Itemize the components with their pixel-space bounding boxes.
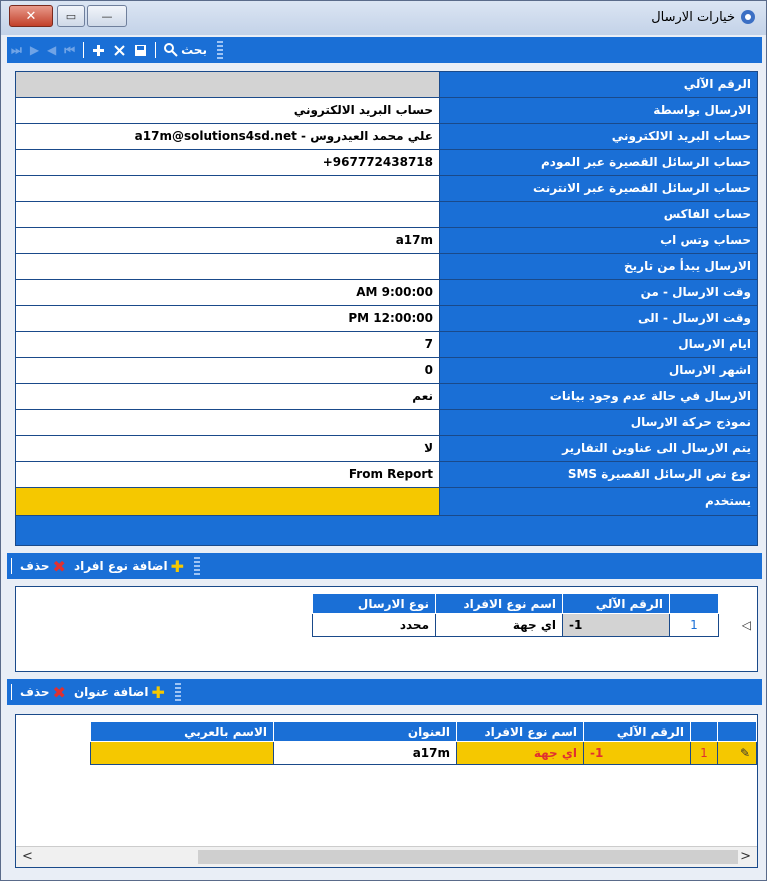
toolbar-separator: [11, 558, 12, 574]
field-label: حساب الرسائل القصيرة عبر الانترنت: [441, 176, 757, 201]
plus-icon: ✚: [151, 682, 165, 702]
form-row: [16, 150, 757, 176]
horizontal-scrollbar[interactable]: [16, 846, 757, 867]
field-value[interactable]: حساب البريد الالكتروني: [16, 98, 440, 123]
edit-row-icon: ✎: [718, 742, 757, 765]
search-label: بحث: [181, 43, 207, 57]
form-row: [16, 488, 757, 516]
form-row: [16, 228, 757, 254]
row-indicator-header: [718, 722, 757, 742]
field-label: يتم الارسال الى عناوين التقارير: [441, 436, 757, 461]
form-row: [16, 306, 757, 332]
field-value[interactable]: [16, 410, 440, 435]
search-icon: [164, 43, 178, 57]
field-value[interactable]: [16, 176, 440, 201]
delete-icon: ✖: [52, 682, 66, 702]
field-value[interactable]: AM 9:00:00: [16, 280, 440, 305]
row-id: -1: [584, 742, 691, 765]
form-row: [16, 124, 757, 150]
field-value[interactable]: لا: [16, 436, 440, 461]
field-label: حساب وتس اب: [441, 228, 757, 253]
field-value[interactable]: [16, 254, 440, 279]
delete-icon: ✖: [52, 556, 66, 576]
field-value[interactable]: From Report: [16, 462, 440, 487]
field-label: الارسال يبدأ من تاريخ: [441, 254, 757, 279]
field-label: نوع نص الرسائل القصيرة SMS: [441, 462, 757, 487]
add-address-label: اضافة عنوان: [73, 685, 149, 699]
table-row[interactable]: [91, 742, 757, 765]
search-button[interactable]: [164, 43, 207, 57]
field-value[interactable]: +967772438718: [16, 150, 440, 175]
scrollbar-thumb[interactable]: [198, 850, 738, 864]
field-value[interactable]: [16, 202, 440, 227]
arabic-name-header[interactable]: الاسم بالعربي: [91, 722, 274, 742]
window-title: [651, 9, 756, 25]
address-table: [90, 721, 757, 765]
cancel-icon: [113, 44, 126, 57]
delete-type-button[interactable]: [20, 557, 66, 576]
field-value[interactable]: 0: [16, 358, 440, 383]
form-row: [16, 202, 757, 228]
index-header: [691, 722, 718, 742]
add-button[interactable]: [92, 44, 105, 57]
row-index: 1: [691, 742, 718, 765]
toolbar-grip[interactable]: [175, 683, 181, 701]
field-value[interactable]: [16, 72, 440, 97]
row-type-name[interactable]: اي جهة: [436, 614, 563, 637]
delete-type-label: حذف: [20, 559, 50, 573]
toolbar-separator: [83, 42, 84, 58]
field-value[interactable]: نعم: [16, 384, 440, 409]
app-icon: [740, 9, 756, 25]
cancel-button[interactable]: [113, 44, 126, 57]
types-grid: [15, 586, 758, 672]
form-row: [16, 436, 757, 462]
delete-address-label: حذف: [20, 685, 50, 699]
form-row: [16, 98, 757, 124]
field-label: حساب الفاكس: [441, 202, 757, 227]
type-name-header[interactable]: اسم نوع الافراد: [457, 722, 584, 742]
prev-icon: ◀: [47, 43, 57, 57]
scroll-right-icon[interactable]: >: [740, 849, 751, 864]
form-row: [16, 358, 757, 384]
maximize-button[interactable]: [57, 5, 85, 27]
address-header-row: [91, 722, 757, 742]
toolbar-separator: [11, 684, 12, 700]
field-value[interactable]: a17m@solutions4sd.net - علي محمد العيدروس: [16, 124, 440, 149]
field-label: الارسال في حالة عدم وجود بيانات: [441, 384, 757, 409]
prev-record-button[interactable]: [47, 43, 56, 57]
last-icon: ⏭: [11, 42, 22, 57]
save-button[interactable]: [134, 44, 147, 57]
field-label: وقت الارسال - الى: [441, 306, 757, 331]
row-arabic-name[interactable]: [91, 742, 274, 765]
id-header[interactable]: الرقم الآلي: [584, 722, 691, 742]
address-header[interactable]: العنوان: [274, 722, 457, 742]
id-header[interactable]: الرقم الآلي: [563, 594, 670, 614]
form-row: [16, 254, 757, 280]
form-row: [16, 384, 757, 410]
types-header-row: [313, 594, 758, 614]
scroll-left-icon[interactable]: <: [22, 849, 33, 864]
close-icon: ✕: [25, 8, 37, 24]
add-type-label: اضافة نوع افراد: [73, 559, 168, 573]
type-name-header[interactable]: اسم نوع الافراد: [436, 594, 563, 614]
toolbar-grip[interactable]: [194, 557, 200, 575]
save-icon: [134, 44, 147, 57]
add-icon: [92, 44, 105, 57]
close-button[interactable]: [9, 5, 53, 27]
row-index: 1: [670, 614, 719, 637]
add-type-button[interactable]: [74, 557, 184, 576]
toolbar-grip[interactable]: [217, 41, 223, 59]
row-id: -1: [563, 614, 670, 637]
field-label: يستخدم: [441, 488, 757, 515]
options-form: [15, 71, 758, 546]
add-address-button[interactable]: [74, 683, 165, 702]
field-label: اشهر الارسال: [441, 358, 757, 383]
form-row: [16, 280, 757, 306]
minimize-button[interactable]: [87, 5, 127, 27]
form-row: [16, 462, 757, 488]
first-record-button[interactable]: [64, 43, 75, 58]
form-row: [16, 72, 757, 98]
minimize-icon: —: [101, 9, 113, 23]
field-value[interactable]: PM 12:00:00: [16, 306, 440, 331]
current-row-icon: ◁: [719, 614, 758, 637]
field-label: الرقم الآلي: [441, 72, 757, 97]
field-label: ايام الارسال: [441, 332, 757, 357]
window-title-text: خيارات الارسال: [651, 9, 735, 25]
field-label: حساب الرسائل القصيرة عبر المودم: [441, 150, 757, 175]
field-label: حساب البريد الالكتروني: [441, 124, 757, 149]
title-bar[interactable]: [1, 1, 766, 35]
form-row: [16, 332, 757, 358]
field-label: الارسال بواسطة: [441, 98, 757, 123]
row-address[interactable]: a17m: [274, 742, 457, 765]
toolbar-separator: [155, 42, 156, 58]
address-toolbar: [7, 679, 762, 705]
field-value[interactable]: [16, 488, 440, 515]
index-header: [670, 594, 719, 614]
next-icon: ▶: [29, 43, 40, 57]
delete-address-button[interactable]: [20, 683, 66, 702]
types-toolbar: [7, 553, 762, 579]
maximize-icon: ▭: [65, 9, 77, 23]
table-row[interactable]: [313, 614, 758, 637]
row-type-name[interactable]: اي جهة: [457, 742, 584, 765]
first-icon: ⏮: [64, 42, 76, 57]
field-value[interactable]: 7: [16, 332, 440, 357]
row-indicator-header: [719, 594, 758, 614]
form-row: [16, 410, 757, 436]
field-label: نموذج حركة الارسال: [441, 410, 757, 435]
types-table: [312, 593, 757, 637]
send-type-header[interactable]: نوع الارسال: [313, 594, 436, 614]
field-label: وقت الارسال - من: [441, 280, 757, 305]
form-row: [16, 176, 757, 202]
plus-icon: ✚: [170, 556, 184, 576]
field-value[interactable]: a17m: [16, 228, 440, 253]
address-grid: [15, 714, 758, 868]
next-record-button[interactable]: [30, 43, 39, 57]
last-record-button[interactable]: [11, 43, 22, 58]
row-send-type[interactable]: محدد: [313, 614, 436, 637]
main-toolbar: [7, 37, 762, 63]
